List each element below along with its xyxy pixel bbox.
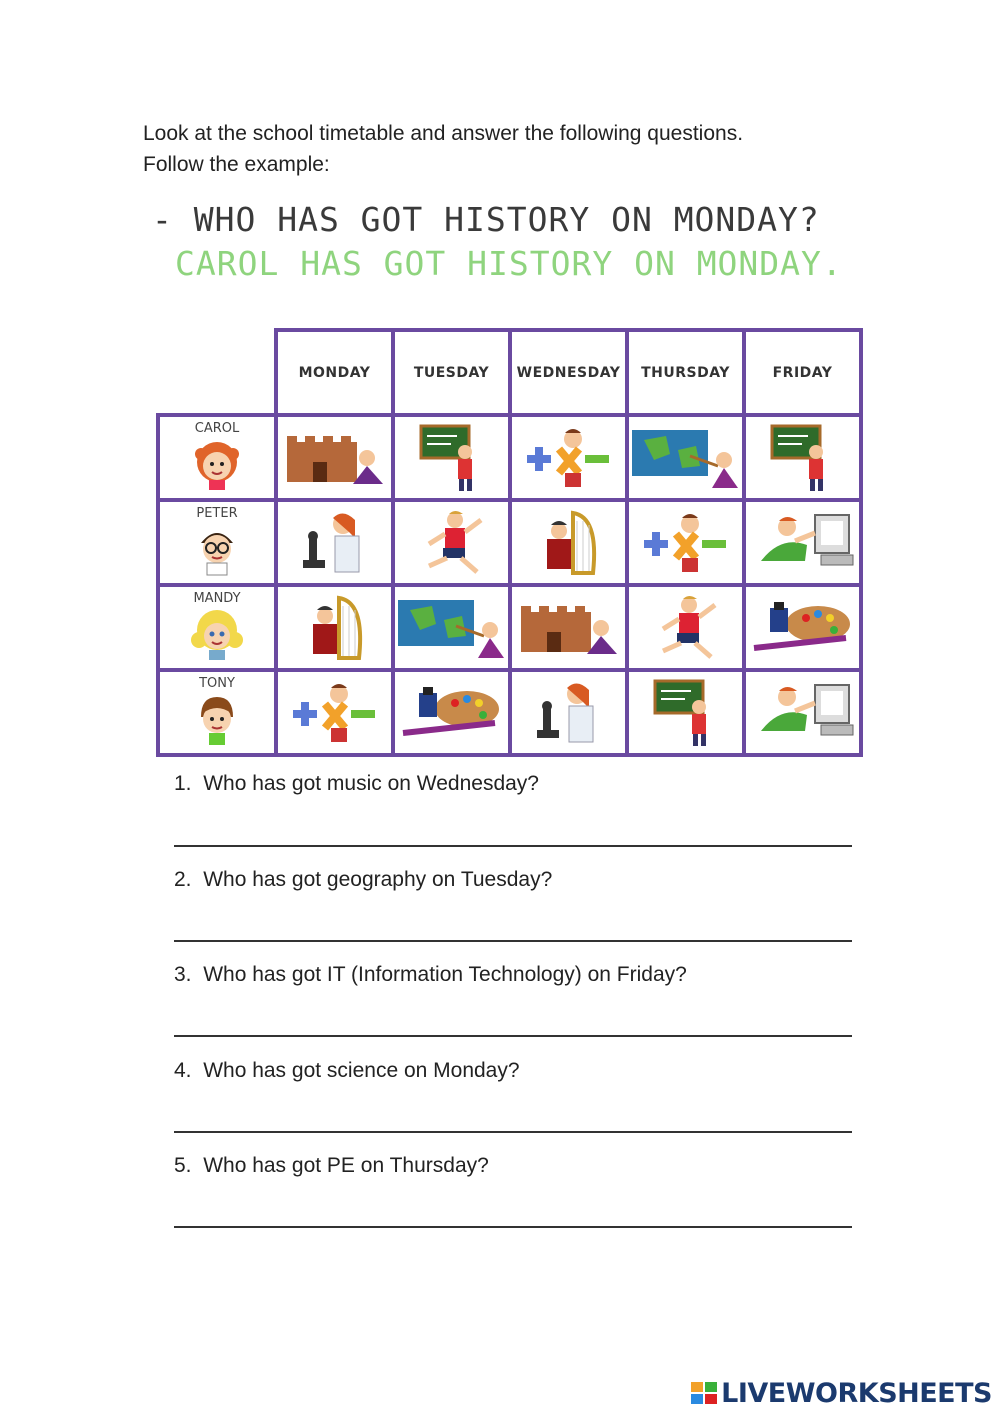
question-text: Who has got music on Wednesday? (203, 772, 539, 795)
lesson-cell (276, 585, 393, 670)
lesson-cell (393, 500, 510, 585)
day-header: MONDAY (276, 330, 393, 415)
pe-icon (395, 508, 508, 578)
student-cell (158, 500, 276, 585)
timetable-header-row (158, 330, 861, 415)
liveworksheets-brand: LIVEWORKSHEETS (721, 1378, 992, 1409)
boy-brown-hair-avatar-icon (187, 691, 247, 746)
lesson-cell (276, 500, 393, 585)
question-number: 3. (174, 963, 192, 986)
lesson-cell (627, 500, 744, 585)
lesson-cell (393, 415, 510, 500)
question-text: Who has got PE on Thursday? (203, 1154, 489, 1177)
day-header: TUESDAY (393, 330, 510, 415)
example-answer: CAROL HAS GOT HISTORY ON MONDAY. (175, 244, 843, 283)
girl-blonde-avatar-icon (187, 606, 247, 661)
instructions-line-1: Look at the school timetable and answer the following questions. (143, 122, 744, 145)
lesson-cell (510, 500, 627, 585)
lesson-cell (627, 415, 744, 500)
answer-line-4[interactable] (174, 1131, 852, 1133)
question-1 (174, 772, 539, 796)
answer-line-3[interactable] (174, 1035, 852, 1037)
student-name: MANDY (193, 590, 241, 606)
timetable-row (158, 585, 861, 670)
art-icon (395, 685, 508, 741)
lesson-cell (510, 670, 627, 755)
lesson-cell (510, 585, 627, 670)
timetable (156, 328, 863, 757)
question-number: 5. (174, 1154, 192, 1177)
timetable-corner (158, 330, 276, 415)
geography-icon (395, 596, 508, 660)
it-icon (746, 511, 859, 575)
it-icon (746, 681, 859, 745)
maths-icon (512, 425, 625, 491)
student-cell (158, 585, 276, 670)
timetable-row (158, 670, 861, 755)
instructions (143, 118, 743, 180)
girl-redhead-avatar-icon (187, 436, 247, 491)
example-question: - WHO HAS GOT HISTORY ON MONDAY? (152, 200, 820, 239)
timetable-row (158, 500, 861, 585)
question-text: Who has got geography on Tuesday? (203, 868, 553, 891)
question-2 (174, 868, 552, 892)
lesson-cell (744, 585, 861, 670)
geography-icon (629, 426, 742, 490)
day-header: THURSDAY (627, 330, 744, 415)
timetable-row (158, 415, 861, 500)
lesson-cell (744, 415, 861, 500)
english-icon (746, 422, 859, 494)
question-4 (174, 1059, 520, 1083)
music-icon (278, 592, 391, 664)
boy-glasses-avatar-icon (187, 521, 247, 576)
student-cell (158, 670, 276, 755)
question-number: 1. (174, 772, 192, 795)
science-icon (512, 678, 625, 748)
student-name: PETER (196, 505, 238, 521)
question-text: Who has got IT (Information Technology) on Friday? (203, 963, 687, 986)
lesson-cell (627, 670, 744, 755)
lesson-cell (276, 670, 393, 755)
lesson-cell (744, 670, 861, 755)
maths-icon (629, 510, 742, 576)
history-icon (278, 428, 391, 488)
english-icon (395, 422, 508, 494)
answer-line-5[interactable] (174, 1226, 852, 1228)
science-icon (278, 508, 391, 578)
instructions-line-2: Follow the example: (143, 153, 330, 176)
answer-line-1[interactable] (174, 845, 852, 847)
question-number: 4. (174, 1059, 192, 1082)
lesson-cell (510, 415, 627, 500)
day-header: WEDNESDAY (510, 330, 627, 415)
pe-icon (629, 593, 742, 663)
student-name: TONY (199, 675, 235, 691)
lesson-cell (627, 585, 744, 670)
lesson-cell (744, 500, 861, 585)
music-icon (512, 507, 625, 579)
question-3 (174, 963, 687, 987)
question-5 (174, 1154, 489, 1178)
lesson-cell (393, 585, 510, 670)
question-text: Who has got science on Monday? (203, 1059, 520, 1082)
answer-line-2[interactable] (174, 940, 852, 942)
liveworksheets-mark-icon (691, 1382, 719, 1404)
day-header: FRIDAY (744, 330, 861, 415)
liveworksheets-logo[interactable] (691, 1378, 992, 1409)
question-number: 2. (174, 868, 192, 891)
student-name: CAROL (194, 420, 240, 436)
student-cell (158, 415, 276, 500)
lesson-cell (393, 670, 510, 755)
lesson-cell (276, 415, 393, 500)
history-icon (512, 598, 625, 658)
maths-icon (278, 680, 391, 746)
english-icon (629, 677, 742, 749)
art-icon (746, 600, 859, 656)
